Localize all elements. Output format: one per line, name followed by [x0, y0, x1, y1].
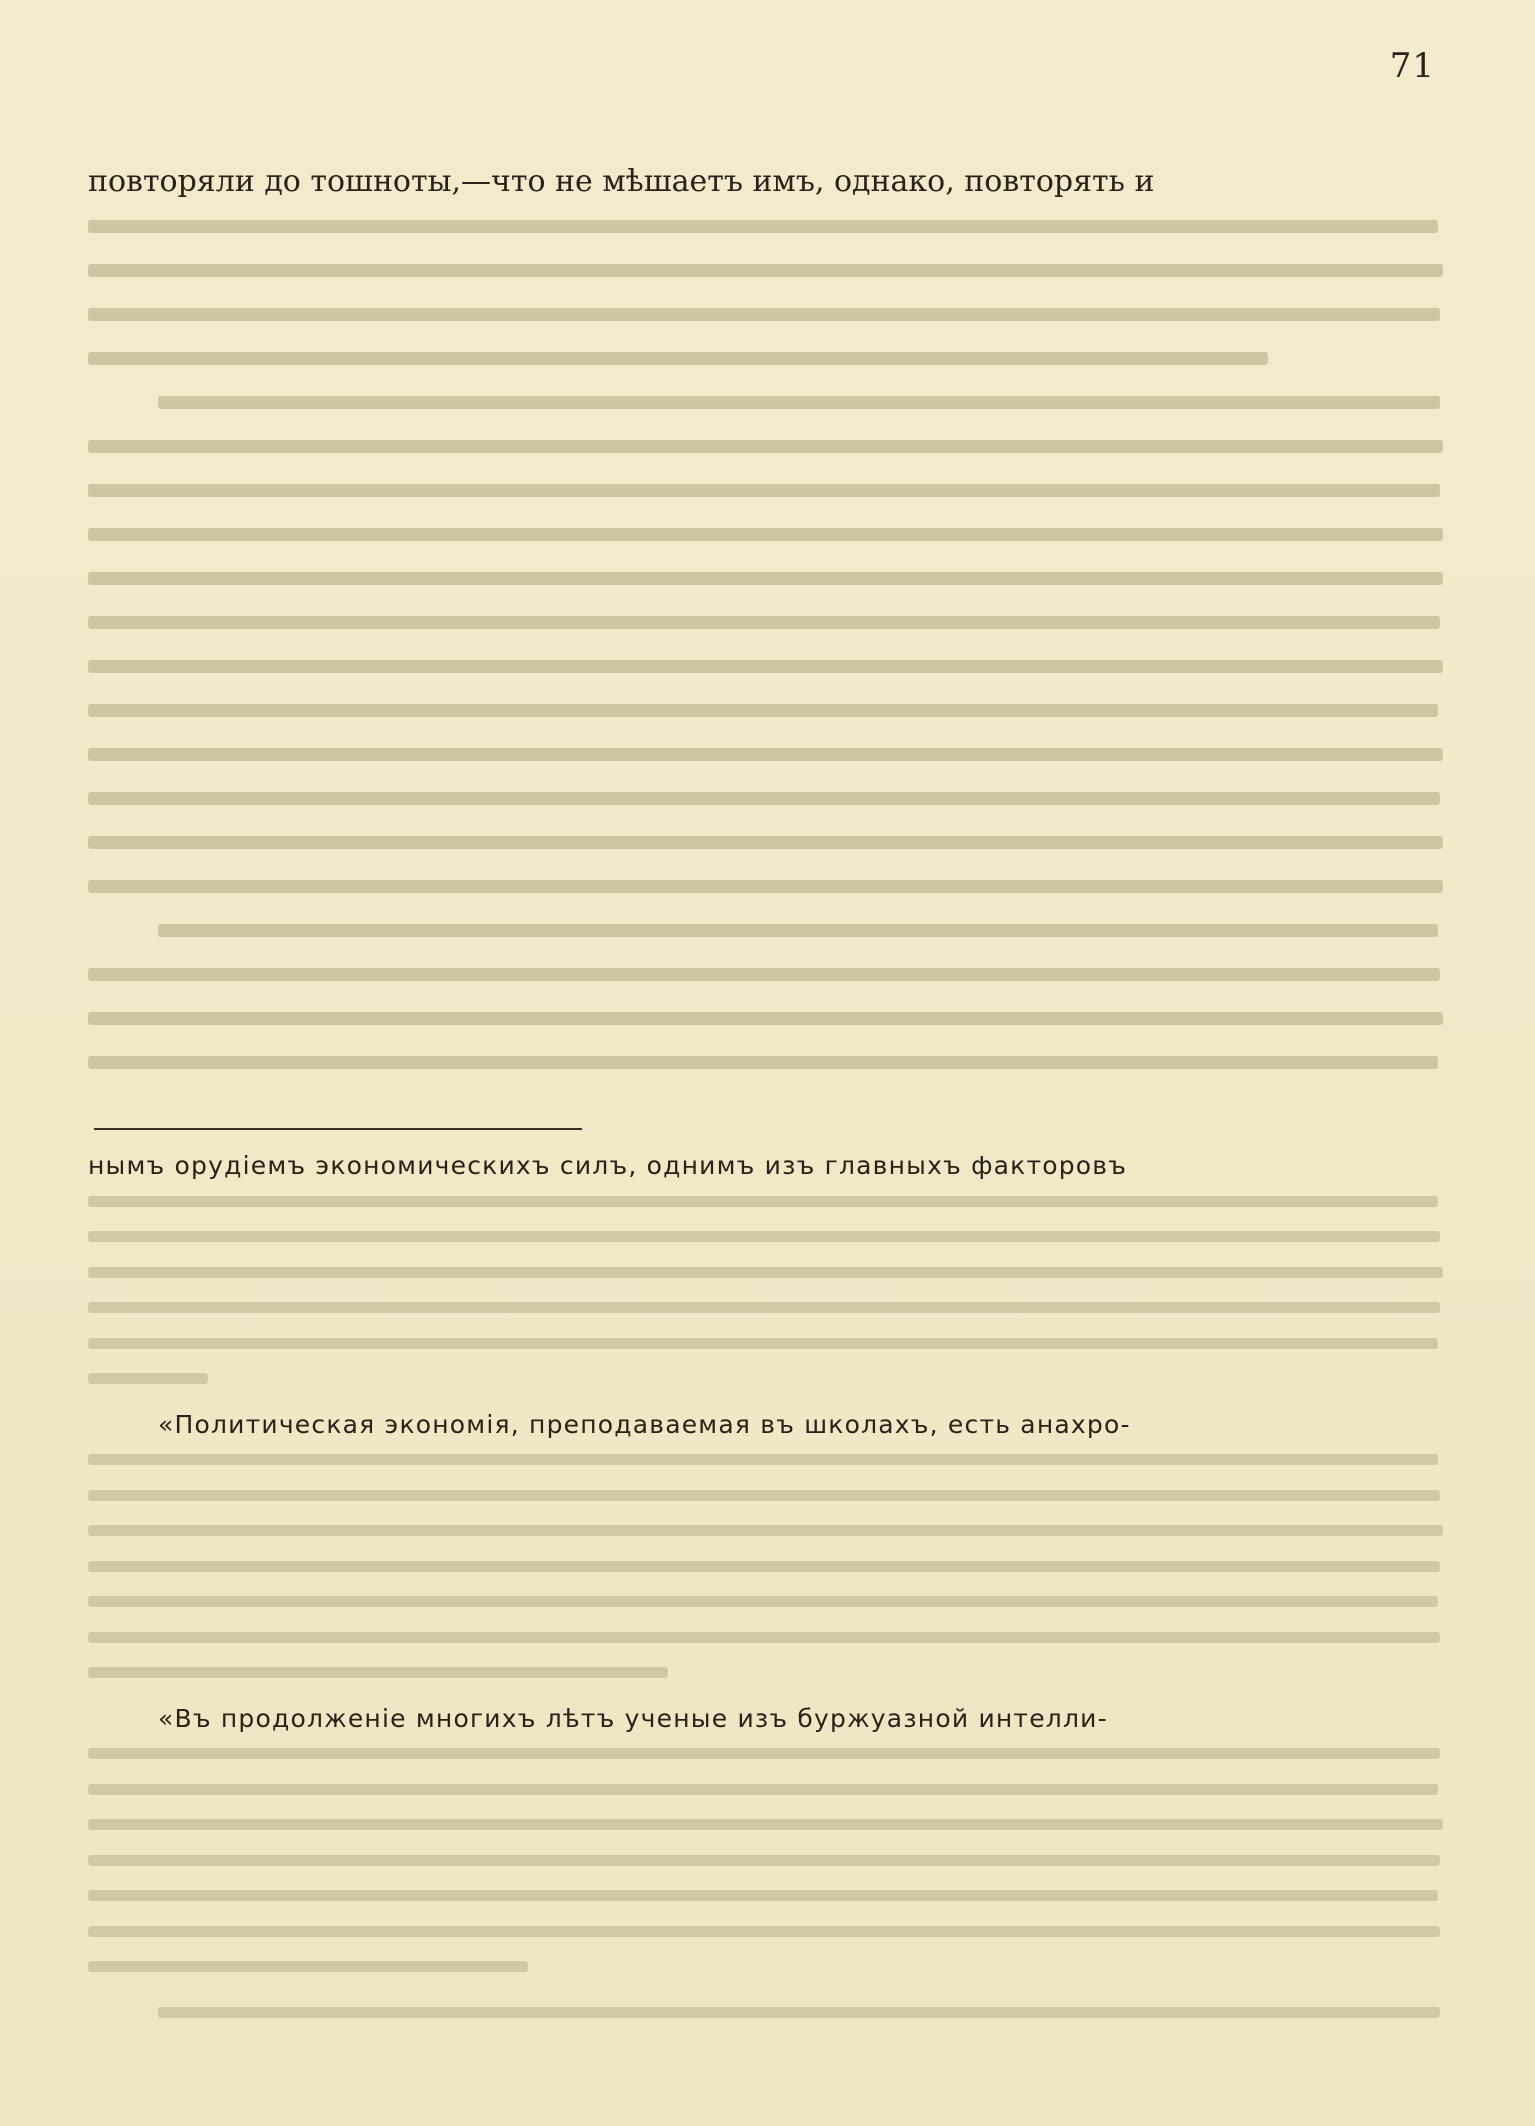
- illegible-line: [88, 512, 1443, 556]
- illegible-line: [88, 248, 1443, 292]
- illegible-line: [88, 1361, 1443, 1397]
- illegible-line: [88, 1772, 1443, 1808]
- illegible-line: [88, 1255, 1443, 1291]
- illegible-line: [88, 1736, 1443, 1772]
- illegible-line: [88, 1040, 1443, 1084]
- illegible-line: [88, 776, 1443, 820]
- footnote-line: «Политическая экономія, преподаваемая въ школахъ, есть анахро-: [158, 1409, 1131, 1439]
- illegible-line: [88, 1184, 1443, 1220]
- illegible-line: [88, 688, 1443, 732]
- illegible-line: [88, 644, 1443, 688]
- illegible-line: [88, 1914, 1443, 1950]
- illegible-line: [88, 336, 1443, 380]
- illegible-line: [88, 1655, 1443, 1691]
- footnote-separator: [94, 1128, 582, 1130]
- illegible-line: [88, 1807, 1443, 1843]
- illegible-line: [88, 424, 1443, 468]
- illegible-line: [88, 1584, 1443, 1620]
- illegible-line: [88, 204, 1443, 248]
- illegible-line: [88, 1949, 1443, 1985]
- footnote-line: нымъ орудіемъ экономическихъ силъ, однимъ изъ главныхъ факторовъ: [88, 1151, 1128, 1180]
- illegible-line: [88, 468, 1443, 512]
- page-number: 71: [1389, 46, 1435, 86]
- illegible-line: [88, 1478, 1443, 1514]
- illegible-line: [88, 1620, 1443, 1656]
- illegible-line: [88, 1219, 1443, 1255]
- illegible-line: [88, 600, 1443, 644]
- illegible-line: [88, 1878, 1443, 1914]
- illegible-line: [88, 1843, 1443, 1879]
- illegible-line: [88, 1995, 1443, 2031]
- illegible-line: [88, 380, 1443, 424]
- illegible-line: [88, 1326, 1443, 1362]
- footnote-line: «Въ продолженіе многихъ лѣтъ ученые изъ буржуазной интелли-: [158, 1703, 1108, 1733]
- footnotes: [88, 1148, 1443, 2030]
- illegible-line: [88, 1290, 1443, 1326]
- main-text-line: повторяли до тошноты,—что не мѣшаетъ имъ, однако, повторять и: [88, 164, 1155, 199]
- illegible-line: [88, 908, 1443, 952]
- illegible-line: [88, 996, 1443, 1040]
- illegible-line: [88, 952, 1443, 996]
- main-text: [88, 160, 1443, 1084]
- illegible-line: [88, 864, 1443, 908]
- illegible-line: [88, 1549, 1443, 1585]
- illegible-line: [88, 556, 1443, 600]
- illegible-line: [88, 732, 1443, 776]
- illegible-line: [88, 1513, 1443, 1549]
- illegible-line: [88, 1442, 1443, 1478]
- illegible-line: [88, 292, 1443, 336]
- illegible-line: [88, 820, 1443, 864]
